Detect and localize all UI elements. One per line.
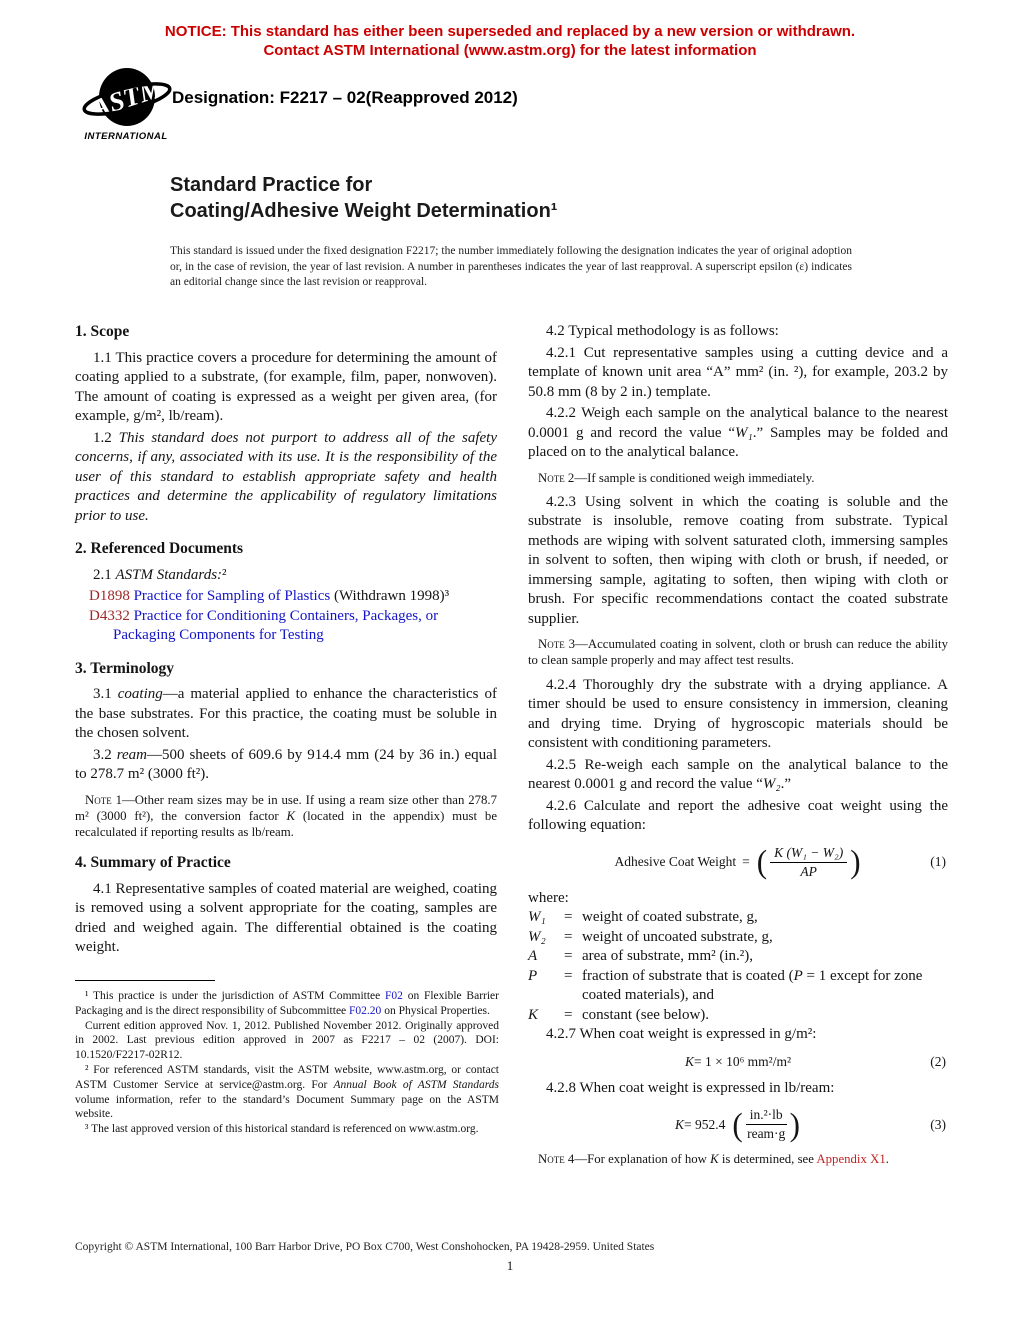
issuance-paragraph: This standard is issued under the fixed designation F2217; the number immediately following the designation indicates the year of original adoption or, in the case of revision, the year of last revision. A number in parentheses indicates the year of last reapproval. A superscript epsilon (ε) indicates an editorial change since the last revision or reapproval. (170, 245, 852, 288)
right-column (528, 322, 948, 1174)
paragraph-3-1: 3.1 coating—a material applied to enhance the characteristics of the base substrates. For this practice, the coating must be soluble in the chosen solvent. (75, 686, 498, 741)
symbol-w1: W₁ (528, 909, 546, 926)
d1898-title-link[interactable]: Practice for Sampling of Plastics (129, 588, 334, 604)
paragraph-4-2-3: 4.2.3 Using solvent in which the coating is soluble and the substrate is insoluble, remove coating from substrate. Typical methods are wiping with solvent saturated cloth, immersing samples in solvent to soften, then wiping with cloth or brush, if needed, or immersing sample, agitating to soften, then wiping with cloth or brush. For specific recommendations contact the coated substrate supplier. (528, 493, 948, 627)
symbol-w1-definition: weight of coated substrate, g, (582, 909, 758, 926)
footnote-2: ² For referenced ASTM standards, visit the ASTM website, www.astm.org, or contact ASTM Customer Service at service@astm.org. For Annual Book of ASTM Standards volume information, refer to the standard’s Document Summary page on the ASTM website. (75, 1063, 499, 1121)
equation-3-fraction: $\frac{\text{in.²·lb}}{\text{ream·g}}$ (747, 1107, 786, 1142)
footnote-1-edition: Current edition approved Nov. 1, 2012. Published November 2012. Originally approved in 2002. Last previous edition approved in 2007 as F2217 – 02 (2007). DOI: 10.1520/F2217-02R12. (75, 1019, 499, 1062)
page-number: 1 (506, 1258, 514, 1273)
reference-d1898: D1898 Practice for Sampling of Plastics (Withdrawn 1998)³ (89, 588, 450, 604)
open-paren: ( (756, 843, 768, 880)
left-column (75, 322, 497, 960)
equation-2-number: (2) (930, 1053, 946, 1069)
f02-committee-link[interactable]: F02 (385, 990, 403, 1002)
reference-d4332 (89, 607, 497, 646)
footnote-1: ¹ This practice is under the jurisdiction of ASTM Committee F02 on Flexible Barrier Packaging and is the direct responsibility of Subcommittee F02.20 on Physical Properties. (75, 990, 499, 1017)
footnote-divider (75, 980, 215, 981)
supersession-notice (0, 22, 1020, 60)
d1898-link[interactable]: D1898 (89, 588, 130, 604)
designation-line: Designation: F2217 – 02(Reapproved 2012) (172, 88, 518, 107)
symbol-a-definition: area of substrate, mm² (in.²), (582, 948, 754, 965)
symbol-w2: W₂ (528, 928, 546, 945)
close-paren: ) (850, 843, 861, 880)
svg-text:ASTM: ASTM (87, 72, 167, 124)
paragraph-3-2: 3.2 ream—500 sheets of 609.6 by 914.4 mm (24 by 36 in.) equal to 278.7 m² (3000 ft²). (75, 746, 497, 782)
footnotes-block (75, 980, 499, 1137)
paragraph-4-2-4: 4.2.4 Thoroughly dry the substrate with a drying appliance. A timer should be used to ensure consistency in immersion, cleaning and drying time. Drying of hygroscopic materials should be consistent with conditioning parameters. (528, 676, 948, 752)
note-3: Note 3—Accumulated coating in solvent, cloth or brush can reduce the ability to clean sample properly and may affect test results. (528, 637, 948, 668)
equation-1-number: (1) (930, 854, 946, 870)
note-4: Note 4—For explanation of how K is determined, see Appendix X1. (538, 1152, 889, 1167)
section-2-heading: 2. Referenced Documents (75, 540, 244, 557)
paragraph-4-2-5: 4.2.5 Re-weigh each sample on the analytical balance to the nearest 0.0001 g and record the value “W₂.” (528, 756, 948, 793)
section-3-heading: 3. Terminology (75, 659, 175, 677)
title-line-2: Coating/Adhesive Weight Determination¹ (170, 200, 558, 222)
paragraph-4-2: 4.2 Typical methodology is as follows: (546, 323, 779, 339)
title-line-1: Standard Practice for (170, 174, 373, 196)
symbol-a: A (528, 948, 538, 965)
paragraph-4-2-6: 4.2.6 Calculate and report the adhesive coat weight using the following equation: (528, 797, 948, 834)
equation-2: K = 1 × 10⁶ mm²/m² (2) (684, 1053, 946, 1069)
copyright-line: Copyright © ASTM International, 100 Barr Harbor Drive, PO Box C700, West Conshohocken, PA 19428-2959. United States (75, 1241, 655, 1253)
symbol-k-definition: constant (see below). (582, 1006, 710, 1023)
note-2: Note 2—If sample is conditioned weigh immediately. (538, 470, 815, 485)
notice-line-1: NOTICE: This standard has either been superseded and replaced by a new version or withdrawn. (164, 23, 856, 40)
paragraph-4-2-2: 4.2.2 Weigh each sample on the analytical balance to the nearest 0.0001 g and record the value “W₁.” Samples may be folded and placed on to the analytical balance. (528, 405, 948, 460)
section-1-heading: 1. Scope (75, 323, 130, 340)
footnote-3: ³ The last approved version of this historical standard is referenced on www.astm.org. (85, 1123, 479, 1136)
f02-20-subcommittee-link[interactable]: F02.20 (349, 1004, 382, 1017)
close-paren: ) (789, 1105, 800, 1143)
notice-line-2: Contact ASTM International (www.astm.org) for the latest information (263, 42, 757, 59)
astm-globe-icon (80, 66, 172, 130)
open-paren: ( (732, 1105, 743, 1143)
equation-3: K = 952.4 ( $\frac{\text{in.²·lb}}{\text{ream·g}}$ ) (3) (675, 1105, 946, 1143)
symbol-w2-definition: weight of uncoated substrate, g, (582, 928, 773, 945)
astm-logo-international-label: INTERNATIONAL (84, 131, 168, 142)
symbol-definitions: W₁ = weight of coated substrate, g, W₂ = weight of uncoated substrate, g, A = area of substrate, mm² (in.²), P = fraction of substrate that is coated (P = 1 except for zone coated materials), and K = constant (see below). (528, 908, 948, 1025)
where-label: where: (528, 889, 569, 906)
d4332-title-link[interactable]: Practice for Conditioning Containers, Packages, or Packaging Components for Testing (113, 607, 439, 643)
paragraph-4-2-1: 4.2.1 Cut representative samples using a cutting device and a template of known unit area “A” mm² (in. ²), for example, 203.2 by 50.8 mm (8 by 2 in.) template. (528, 344, 948, 400)
equation-3-number: (3) (930, 1116, 946, 1132)
equation-1-fraction: $\frac{\text{K (W₁ − W₂)}}{AP}$ (770, 845, 847, 880)
section-4-heading: 4. Summary of Practice (75, 854, 231, 872)
symbol-k: K (528, 1006, 539, 1023)
equation-1: Adhesive Coat Weight = ( $\frac{\text{K (W₁ − W₂)}}{AP}$ ) (1) (614, 843, 946, 880)
paragraph-2-1: 2.1 ASTM Standards:² (93, 566, 227, 583)
astm-logo (76, 66, 176, 142)
note-1: Note 1—Other ream sizes may be in use. If using a ream size other than 278.7 m² (3000 ft²), the conversion factor K (located in the appendix) must be recalculated if reporting results as lb/ream. (75, 792, 497, 839)
symbol-p-definition: fraction of substrate that is coated (P = 1 except for zone coated materials), and (582, 967, 923, 1004)
paragraph-1-2: 1.2 This standard does not purport to address all of the safety concerns, if any, associated with its use. It is the responsibility of the user of this standard to establish appropriate safety and health practices and determine the applicability of regulatory limitations prior to use. (75, 429, 498, 524)
paragraph-4-2-7: 4.2.7 When coat weight is expressed in g/m²: (546, 1026, 817, 1043)
paragraph-1-1: 1.1 This practice covers a procedure for determining the amount of coating applied to a substrate, (for example, film, paper, nonwoven). The amount of coating is expressed as a weight per given area, (for example, g/m², lb/ream). (75, 349, 497, 424)
paragraph-4-2-8: 4.2.8 When coat weight is expressed in lb/ream: (546, 1079, 835, 1096)
paragraph-4-1: 4.1 Representative samples of coated material are weighed, coating is removed using a solvent appropriate for the coating, samples are dried and weighed again. The differential obtained is the coating weight. (75, 880, 498, 956)
standard-title (170, 172, 557, 224)
appendix-x1-link[interactable]: Appendix X1 (816, 1152, 886, 1167)
symbol-p: P (528, 967, 538, 984)
d4332-link[interactable]: D4332 (89, 607, 130, 624)
